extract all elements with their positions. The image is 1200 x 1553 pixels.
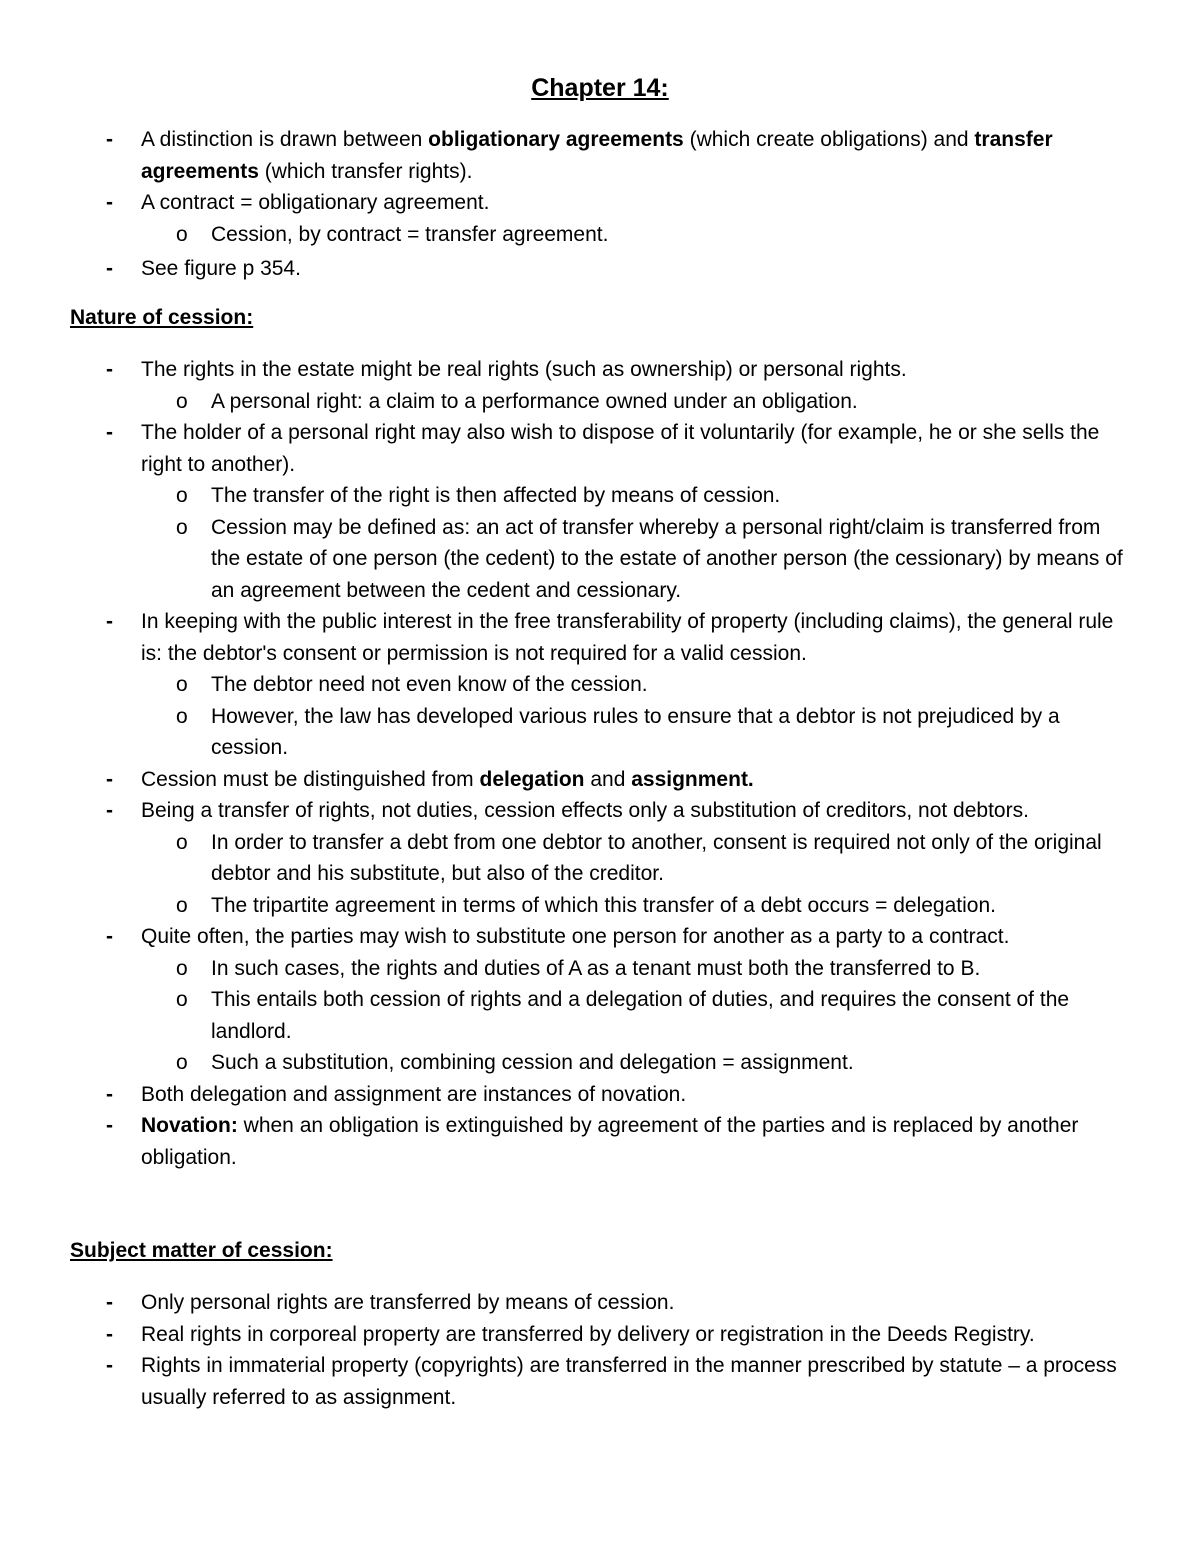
- list-item-text: Novation: when an obligation is extinguished by agreement of the parties and is replaced by another obligation.: [141, 1114, 1079, 1169]
- nature-list: [0, 354, 1200, 1173]
- dash-bullet: -: [106, 191, 113, 214]
- dash-bullet: -: [106, 767, 113, 791]
- section-heading-subject-matter: Subject matter of cession:: [70, 1239, 333, 1262]
- list-item: [0, 764, 1131, 796]
- list-item-text: This entails both cession of rights and a delegation of duties, and requires the consent of the landlord.: [211, 988, 1070, 1043]
- dash-bullet: -: [106, 925, 113, 948]
- sub-list-item: [0, 669, 1131, 701]
- sub-list-item: [0, 827, 1131, 890]
- sub-list-item: [0, 512, 1131, 607]
- dash-bullet: -: [106, 358, 113, 381]
- list-item-text: In order to transfer a debt from one debtor to another, consent is required not only of the original debtor and his substitute, but also of the creditor.: [211, 830, 1102, 885]
- circle-bullet: o: [176, 956, 188, 980]
- section-heading-nature: Nature of cession:: [70, 306, 254, 329]
- dash-bullet: -: [106, 1354, 113, 1377]
- list-item-text: Cession, by contract = transfer agreement.: [211, 222, 609, 246]
- dash-bullet: -: [106, 1322, 113, 1346]
- sub-list-item: [0, 1047, 1131, 1079]
- sub-list-item: [0, 219, 1131, 251]
- list-item-text: The debtor need not even know of the cession.: [211, 673, 648, 696]
- list-item-text: Both delegation and assignment are instances of novation.: [141, 1082, 687, 1106]
- list-item-text: The tripartite agreement in terms of which this transfer of a debt occurs = delegation.: [211, 893, 996, 917]
- sub-list-item: [0, 984, 1131, 1047]
- list-item-text: Cession may be defined as: an act of transfer whereby a personal right/claim is transferred from the estate of one person (the cedent) to the estate of another person (the cessionary) by means of an agreement between the cedent and cessionary.: [211, 515, 1123, 602]
- circle-bullet: o: [176, 515, 188, 539]
- circle-bullet: o: [176, 893, 188, 917]
- list-item-text: Quite often, the parties may wish to substitute one person for another as a party to a contract.: [141, 925, 1010, 948]
- dash-bullet: -: [106, 610, 113, 633]
- list-item: [0, 187, 1131, 219]
- list-item: [0, 795, 1131, 827]
- list-item-text: A personal right: a claim to a performance owned under an obligation.: [211, 389, 858, 413]
- list-item-text: Cession must be distinguished from delegation and assignment.: [141, 767, 754, 791]
- dash-bullet: -: [106, 257, 113, 280]
- list-item: [0, 253, 1131, 285]
- list-item-text: Real rights in corporeal property are transferred by delivery or registration in the Deeds Registry.: [141, 1322, 1035, 1346]
- list-item-text: The rights in the estate might be real rights (such as ownership) or personal rights.: [141, 358, 907, 381]
- dash-bullet: -: [106, 799, 113, 822]
- list-item-text: The transfer of the right is then affected by means of cession.: [211, 484, 781, 507]
- sub-list-item: [0, 480, 1131, 512]
- circle-bullet: o: [176, 673, 188, 696]
- intro-list: [0, 124, 1200, 285]
- list-item-text: In such cases, the rights and duties of A as a tenant must both the transferred to B.: [211, 956, 981, 980]
- list-item-text: In keeping with the public interest in the free transferability of property (including claims), the general rule is: the debtor's consent or permission is not required for a valid cession.: [141, 610, 1114, 665]
- page-title: Chapter 14:: [531, 74, 669, 102]
- circle-bullet: o: [176, 484, 188, 507]
- list-item: [0, 1319, 1131, 1351]
- list-item-text: Rights in immaterial property (copyrights) are transferred in the manner prescribed by statute – a process usually referred to as assignment.: [141, 1354, 1117, 1409]
- sub-list-item: [0, 953, 1131, 985]
- list-item-text: Being a transfer of rights, not duties, cession effects only a substitution of creditors, not debtors.: [141, 799, 1029, 822]
- dash-bullet: -: [106, 1291, 113, 1314]
- circle-bullet: o: [176, 222, 188, 246]
- list-item: [0, 354, 1131, 386]
- sub-list-item: [0, 890, 1131, 922]
- list-item: [0, 1110, 1131, 1173]
- list-item: [0, 606, 1131, 669]
- dash-bullet: -: [106, 1114, 113, 1137]
- list-item: [0, 921, 1131, 953]
- list-item-text: However, the law has developed various rules to ensure that a debtor is not prejudiced by a cession.: [211, 704, 1060, 759]
- circle-bullet: o: [176, 389, 188, 413]
- circle-bullet: o: [176, 704, 188, 728]
- list-item: [0, 1079, 1131, 1111]
- subject-matter-list: [0, 1287, 1200, 1413]
- list-item-text: See figure p 354.: [141, 257, 301, 280]
- list-item-text: Such a substitution, combining cession and delegation = assignment.: [211, 1051, 854, 1074]
- dash-bullet: -: [106, 1082, 113, 1106]
- circle-bullet: o: [176, 830, 188, 854]
- dash-bullet: -: [106, 128, 113, 151]
- list-item-text: A distinction is drawn between obligationary agreements (which create obligations) and transfer agreements (which transfer rights).: [141, 128, 1053, 183]
- list-item-text: The holder of a personal right may also wish to dispose of it voluntarily (for example, he or she sells the right to another).: [141, 421, 1100, 476]
- sub-list-item: [0, 701, 1131, 764]
- list-item: [0, 1350, 1131, 1413]
- dash-bullet: -: [106, 421, 113, 444]
- list-item: [0, 124, 1131, 187]
- list-item: [0, 417, 1131, 480]
- sub-list-item: [0, 386, 1131, 418]
- list-item-text: A contract = obligationary agreement.: [141, 191, 490, 214]
- circle-bullet: o: [176, 988, 188, 1011]
- circle-bullet: o: [176, 1051, 188, 1074]
- list-item-text: Only personal rights are transferred by means of cession.: [141, 1291, 675, 1314]
- list-item: [0, 1287, 1131, 1319]
